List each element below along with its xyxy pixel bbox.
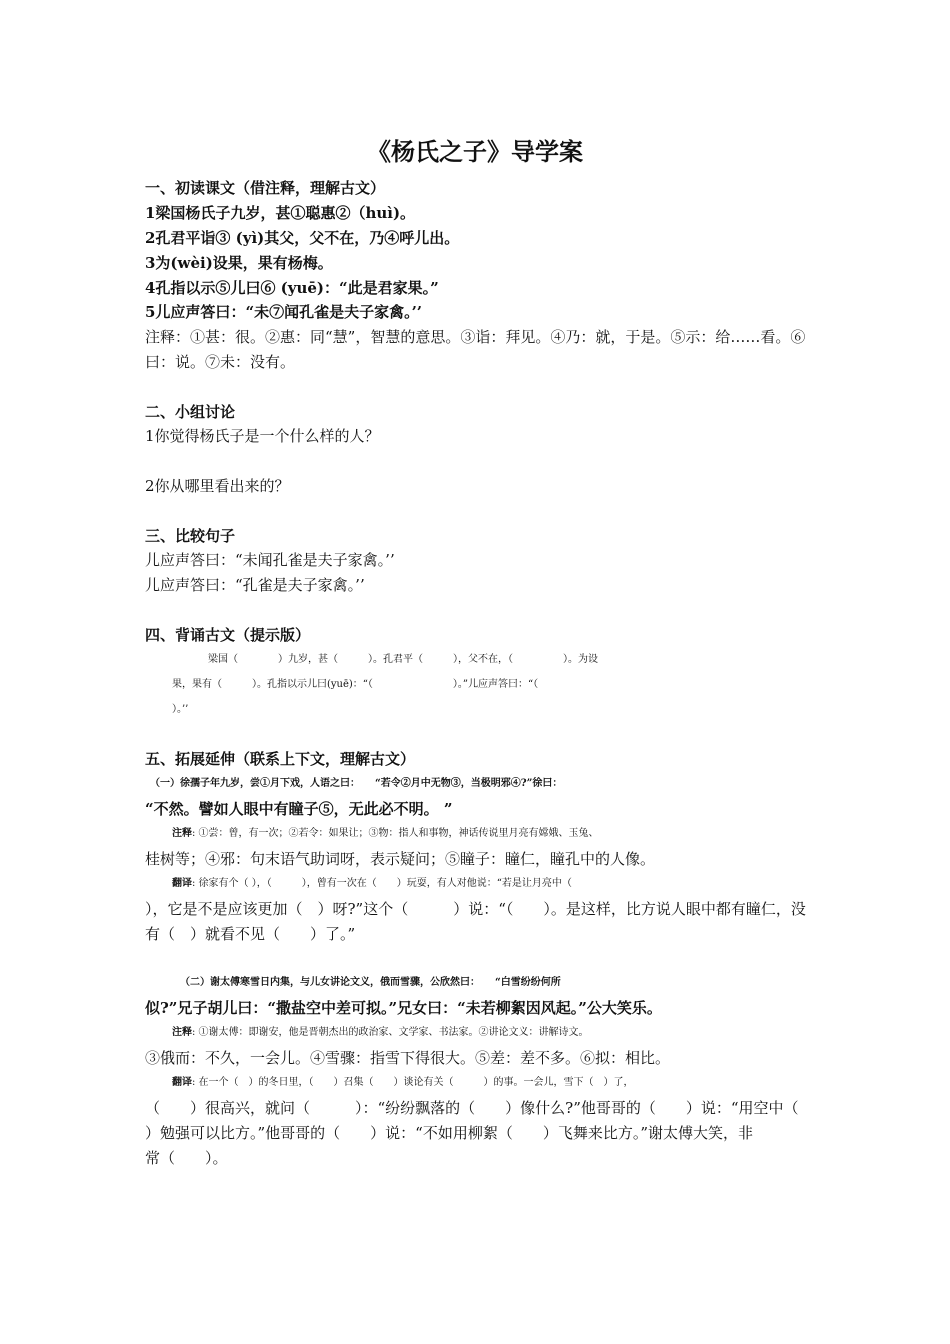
- passage-2-annotation-line-1: [172, 1021, 842, 1045]
- recite-line-1: 梁国（ ）九岁，甚（ ）。孔君平（ ），父不在，（ ）。为设: [208, 654, 598, 665]
- text-line-4: 4孔指以示⑤儿曰⑥ (yuē)：“此是君家果。”: [145, 279, 439, 297]
- section-2-heading: 二、小组讨论: [145, 403, 236, 421]
- annotation-line-1: 注释：①甚：很。②惠：同“慧”，智慧的意思。③诣：拜见。④乃：就，于是。⑤示：给……看。⑥: [145, 328, 806, 346]
- discussion-question-1: 1你觉得杨氏子是一个什么样的人？: [145, 427, 380, 445]
- passage-1-line-2: “不然。譬如人眼中有瞳子⑤，无此必不明。 ”: [145, 800, 453, 818]
- passage-1-annotation-line-1: [172, 822, 842, 846]
- passage-1-annotation-line-2: 桂树等；④邪：句末语气助词呀，表示疑问；⑤瞳子：瞳仁，瞳孔中的人像。: [145, 850, 656, 868]
- translation-label: 翻译: [172, 1077, 192, 1088]
- section-4-heading: 四、背诵古文（提示版）: [145, 626, 311, 644]
- passage-2-translation-line-3: ）勉强可以比方。”他哥哥的（ ）说：“不如用柳絮（ ）飞舞来比方。”谢太傅大笑，非: [145, 1124, 754, 1142]
- recite-line-3: ）。’’: [172, 704, 189, 715]
- passage-2-translation-line-1: [172, 1071, 842, 1095]
- passage-1-translation-line-3: 有（ ）就看不见（ ）了。”: [145, 925, 356, 943]
- discussion-question-2: 2你从哪里看出来的？: [145, 477, 290, 495]
- passage-2-annotation-line-2: ③俄而：不久，一会儿。④雪骤：指雪下得很大。⑤差：差不多。⑥拟：相比。: [145, 1049, 671, 1067]
- annotation-label: 注释: [172, 828, 192, 839]
- passage-2-translation-line-2: （ ）很高兴，就问（ ）：“纷纷飘落的（ ）像什么?”他哥哥的（ ）说：“用空中（: [145, 1099, 799, 1117]
- annotation-label: 注释: [172, 1027, 192, 1038]
- translation-label: 翻译: [172, 878, 192, 889]
- compare-sentence-2: 儿应声答曰：“孔雀是夫子家禽。’’: [145, 576, 365, 594]
- text-line-1: 1梁国杨氏子九岁，甚①聪惠②（huì)。: [145, 204, 416, 222]
- annotation-text: : ①谢太傅：即谢安，他是晋朝杰出的政治家、文学家、书法家。②讲论文义：讲解诗文。: [192, 1027, 589, 1038]
- passage-2-line-2: 似?”兄子胡儿曰：“撒盐空中差可拟。”兄女曰：“未若柳絮因风起。”公大笑乐。: [145, 999, 662, 1017]
- annotation-text: : ①尝：曾，有一次；②若令：如果让；③物：指人和事物，神话传说里月亮有嫦娥、玉兔、: [192, 828, 599, 839]
- recite-line-2: 果，果有（ ）。孔指以示儿曰(yuē)：“（ ）。”儿应声答曰：“（: [172, 679, 539, 690]
- annotation-line-2: 曰：说。⑦未：没有。: [145, 353, 296, 371]
- text-line-2: 2孔君平诣③ (yì)其父，父不在，乃④呼儿出。: [145, 229, 460, 247]
- section-1-heading: 一、初读课文（借注释，理解古文）: [145, 179, 386, 197]
- text-line-5: 5儿应声答曰：“未⑦闻孔雀是夫子家禽。’’: [145, 303, 423, 321]
- page-title: 《杨氏之子》导学案: [367, 138, 583, 166]
- text-line-3: 3为(wèi)设果，果有杨梅。: [145, 254, 333, 272]
- passage-2-translation-line-4: 常（ ）。: [145, 1149, 228, 1167]
- compare-sentence-1: 儿应声答曰：“未闻孔雀是夫子家禽。’’: [145, 551, 395, 569]
- translation-text: : 在一个（ ）的冬日里，（ ）召集（ ）谈论有关（ ）的事。一会儿，雪下（ ）了，: [192, 1077, 634, 1088]
- passage-2-line-1: （二）谢太傅寒雪日内集，与儿女讲论文义，俄而雪骤，公欣然曰： “白雪纷纷何所: [180, 977, 561, 988]
- section-3-heading: 三、比较句子: [145, 527, 236, 545]
- passage-1-translation-line-1: [172, 872, 842, 896]
- translation-text: : 徐家有个（ ），（ ），曾有一次在（ ）玩耍，有人对他说：“若是让月亮中（: [192, 878, 572, 889]
- passage-1-translation-line-2: ），它是不是应该更加（ ）呀?”这个（ ）说：“（ ）。是这样，比方说人眼中都有瞳仁，没: [145, 900, 806, 918]
- passage-1-line-1: （一）徐孺子年九岁，尝①月下戏，人语之曰： “若令②月中无物③，当极明邪④?”徐曰：: [150, 778, 563, 789]
- section-5-heading: 五、拓展延伸（联系上下文，理解古文）: [145, 750, 416, 768]
